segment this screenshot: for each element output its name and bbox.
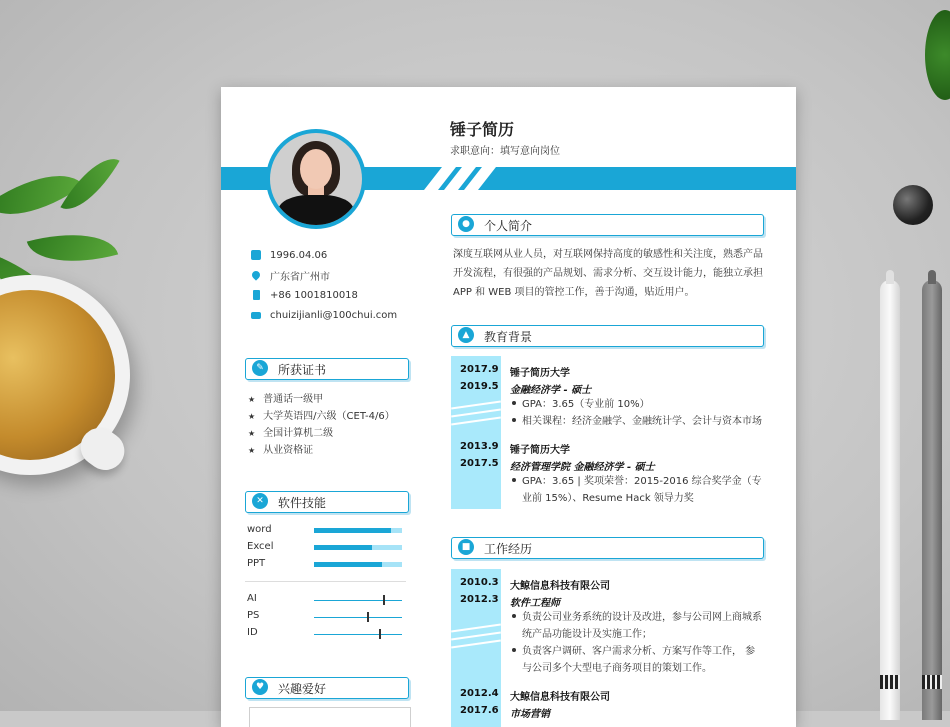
contact-email: [251, 305, 397, 325]
contact-location: [251, 265, 397, 285]
work-end-date: 2012.3: [460, 594, 499, 605]
contact-text: chuizijianli@100chui.com: [270, 309, 398, 321]
work-start-date: 2012.4: [460, 688, 499, 699]
section-title: 个人简介: [484, 219, 533, 233]
section-title: 所获证书: [278, 363, 327, 377]
edu-start-date: 2013.9: [460, 441, 499, 452]
star-icon: ★: [248, 412, 256, 421]
work-company: 大鲸信息科技有限公司: [510, 581, 610, 592]
work-detail: 统产品功能设计及实施工作；: [522, 629, 652, 640]
phone-icon: [251, 290, 261, 300]
edu-school: 锤子简历大学: [510, 368, 570, 379]
certificate-icon: ✎: [252, 360, 268, 376]
location-pin-icon: [251, 270, 261, 280]
avatar: [270, 133, 362, 225]
certificate-list: [248, 390, 395, 458]
list-item: ★ 普通话一级甲: [248, 394, 324, 405]
tools-icon: ✕: [252, 493, 268, 509]
edu-major: 经济管理学院 金融经济学 - 硕士: [510, 462, 655, 473]
section-hobbies: [245, 677, 409, 699]
education-timeline: [451, 356, 501, 509]
star-icon: ★: [248, 429, 256, 438]
work-company: 大鲸信息科技有限公司: [510, 692, 610, 703]
section-certificates: [245, 358, 409, 380]
edu-detail: 相关课程：经济金融学、金融统计学、会计与资本市场: [512, 413, 762, 430]
white-pen: [880, 280, 900, 720]
edu-school: 锤子简历大学: [510, 445, 570, 456]
contact-text: +86 1001810018: [270, 289, 358, 301]
work-start-date: 2010.3: [460, 577, 499, 588]
work-timeline: [451, 569, 501, 727]
contact-birthday: [251, 245, 397, 265]
divider: [245, 581, 406, 582]
skill-slider-id: ID: [247, 627, 407, 644]
work-end-date: 2017.6: [460, 705, 499, 716]
heart-icon: ♥: [252, 679, 268, 695]
section-work: [451, 537, 764, 559]
list-item: ★ 大学英语四/六级（CET-4/6）: [248, 411, 395, 422]
edu-end-date: 2019.5: [460, 381, 499, 392]
skill-slider-ps: PS: [247, 610, 407, 627]
work-detail: 负责客户调研、客户需求分析、方案写作等工作， 参: [512, 643, 755, 660]
edu-detail: GPA：3.65（专业前 10%）: [512, 396, 650, 413]
edu-start-date: 2017.9: [460, 364, 499, 375]
star-icon: ★: [248, 446, 256, 455]
section-title: 教育背景: [484, 330, 533, 344]
graduation-icon: ▲: [458, 327, 474, 343]
job-intent: 求职意向：填写意向岗位: [450, 146, 560, 157]
work-role: 软件工程师: [510, 598, 560, 609]
skill-bar-word: word: [247, 524, 407, 541]
section-profile: [451, 214, 764, 236]
edu-end-date: 2017.5: [460, 458, 499, 469]
work-detail: 负责公司业务系统的设计及改进，参与公司网上商城系: [512, 609, 762, 626]
star-icon: ★: [248, 395, 256, 404]
section-title: 工作经历: [484, 542, 533, 556]
list-item: ★ 从业资格证: [248, 445, 314, 456]
hobby-box: [249, 707, 411, 727]
contact-text: 广东省广州市: [270, 271, 330, 283]
resume-page: [221, 87, 796, 727]
section-skills: [245, 491, 409, 513]
skill-bar-excel: Excel: [247, 541, 407, 558]
calendar-icon: [251, 250, 261, 260]
gray-pen: [922, 280, 942, 720]
black-ball: [893, 185, 933, 225]
work-role: 市场营销: [510, 709, 550, 720]
email-icon: [251, 310, 261, 320]
section-title: 软件技能: [278, 496, 327, 510]
edu-detail: 业前 15%）、Resume Hack 领导力奖: [522, 493, 694, 504]
resume-title: 锤子简历: [450, 120, 515, 139]
skill-slider-ai: AI: [247, 593, 407, 610]
list-item: ★ 全国计算机二级: [248, 428, 334, 439]
section-title: 兴趣爱好: [278, 682, 327, 696]
profile-text: 深度互联网从业人员，对互联网保持高度的敏感性和关注度，熟悉产品开发流程，有很强的产品规划、需求分析、交互设计能力，能独立承担 APP 和 WEB 项目的管控工作，善于沟通，贴近用户。: [453, 249, 763, 298]
work-detail: 与公司多个大型电子商务项目的策划工作。: [522, 663, 712, 674]
contact-list: [251, 245, 397, 325]
skill-bar-ppt: PPT: [247, 558, 407, 575]
contact-text: 1996.04.06: [270, 249, 328, 261]
user-icon: ●: [458, 216, 474, 232]
edu-major: 金融经济学 - 硕士: [510, 385, 592, 396]
contact-phone: [251, 285, 397, 305]
section-education: [451, 325, 764, 347]
briefcase-icon: ■: [458, 539, 474, 555]
edu-detail: GPA：3.65 | 奖项荣誉：2015-2016 综合奖学金（专: [512, 473, 762, 490]
